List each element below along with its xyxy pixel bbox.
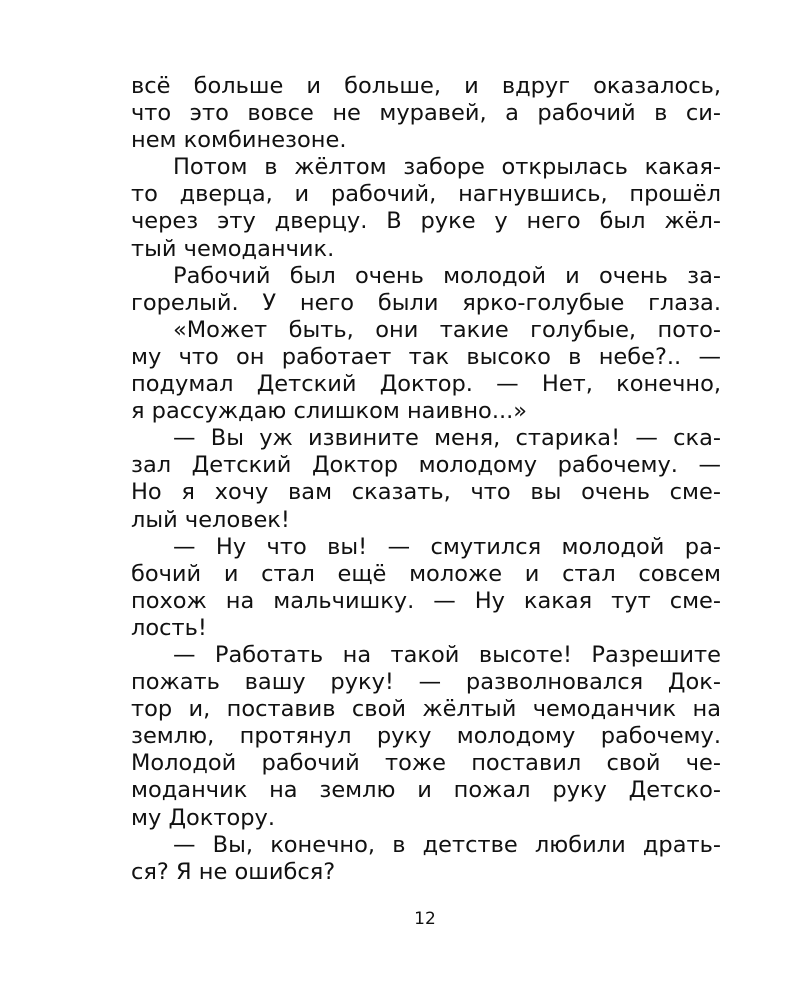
text-line: через эту дверцу. В руке у него был жёл- [131,208,721,235]
text-line: тор и, поставив свой жёлтый чемоданчик на [131,696,721,723]
text-line: Но я хочу вам сказать, что вы очень сме- [131,479,721,506]
text-line: моданчик на землю и пожал руку Детско- [131,777,721,804]
text-line: что это вовсе не муравей, а рабочий в си- [131,100,721,127]
text-line: всё больше и больше, и вдруг оказалось, [131,73,721,99]
body-text [131,73,721,886]
text-line: Молодой рабочий тоже поставил свой че- [131,750,721,777]
text-line: подумал Детский Доктор. — Нет, конечно, [131,371,721,398]
text-line: пожать вашу руку! — разволновался Док- [131,669,721,696]
text-line: лый человек! [131,506,290,533]
text-line: лость! [131,614,207,641]
page-number: 12 [414,909,436,929]
text-line: горелый. У него были ярко-голубые глаза. [131,289,721,316]
text-line: ся? Я не ошибся? [131,858,336,885]
text-line: тый чемоданчик. [131,235,335,262]
text-line: — Вы, конечно, в детстве любили драть- [173,831,721,858]
text-line: нем комбинезоне. [131,127,347,154]
text-line: — Вы уж извините меня, старика! — ска- [173,425,721,452]
text-line: — Ну что вы! — смутился молодой ра- [173,533,721,560]
text-line: Потом в жёлтом заборе открылась какая- [173,154,721,181]
text-line: похож на мальчишку. — Ну какая тут сме- [131,587,721,614]
text-line: бочий и стал ещё моложе и стал совсем [131,560,721,587]
text-line: зал Детский Доктор молодому рабочему. — [131,452,721,479]
text-line: «Может быть, они такие голубые, пото- [173,316,721,343]
text-line: то дверца, и рабочий, нагнувшись, прошёл [131,181,721,208]
text-line: я рассуждаю слишком наивно...» [131,398,528,425]
text-line: — Работать на такой высоте! Разрешите [173,641,721,668]
text-line: му Доктору. [131,804,275,831]
text-line: му что он работает так высоко в небе?.. — [131,343,721,370]
text-line: землю, протянул руку молодому рабочему. [131,723,721,750]
text-line: Рабочий был очень молодой и очень за- [173,262,721,289]
